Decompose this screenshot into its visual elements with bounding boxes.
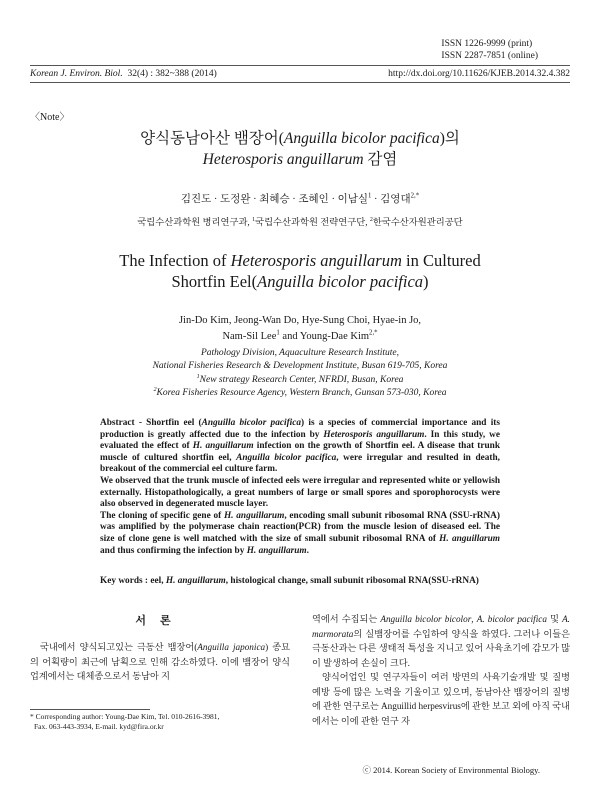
issn-online: ISSN 2287-7851 (online) xyxy=(441,51,538,61)
english-title xyxy=(60,250,540,292)
abs-parasite: H. anguillarum xyxy=(223,510,285,521)
abs-species: Anguilla bicolor pacifica xyxy=(236,452,337,463)
col-text: 국내에서 양식되고있는 극동산 뱀장어( xyxy=(40,642,198,652)
section-title-introduction: 서론 xyxy=(135,615,185,627)
corresponding-author-footnote xyxy=(30,712,300,732)
en-author-sup2: 2,* xyxy=(369,329,378,337)
ko-title-species: Anguilla bicolor pacifica xyxy=(283,130,440,147)
abstract-paragraph-2: We observed that the trunk muscle of infected eels were irregular and represented white or yellowish externally. Histopathologically, a great numbers of large or small spores and sporophorocysts were also observed in degenerated muscle layer. xyxy=(100,475,500,510)
abstract-paragraph-1 xyxy=(100,418,500,476)
korean-title-line2 xyxy=(60,149,540,170)
ko-affil-0: 국립수산과학원 병리연구과, xyxy=(137,218,253,228)
korean-authors xyxy=(60,191,540,206)
english-title-line2 xyxy=(60,271,540,292)
ko-affil-sup2: 2 xyxy=(369,216,373,223)
english-affiliations xyxy=(60,347,540,400)
col-text: 및 xyxy=(546,614,563,624)
col-text: 역에서 수집되는 xyxy=(312,614,381,624)
note-label: 〈Note〉 xyxy=(30,112,70,123)
keywords xyxy=(100,576,500,586)
en-title-post2: ) xyxy=(423,272,429,291)
abs-text: ) is a species of commercial importance and its production is greatly affected due to the infection by xyxy=(100,418,501,440)
en-affil-text3: New strategy Research Center, NFRDI, Busan, Korea xyxy=(199,374,404,385)
footnote-line2: Fax. 063-443-3934, E-mail. kyd@fira.or.kr xyxy=(34,722,164,731)
col-text: , xyxy=(471,614,477,624)
col-text: 의 실뱀장어를 수입하여 양식을 하였다. 그러나 이들은 극동산과는 다른 생태적 특성을 지니고 있어 사육초기에 감모가 많이 발생하여 손실이 크다. xyxy=(312,628,571,668)
ko-title-text: 양식동남아산 뱀장어( xyxy=(140,130,284,147)
abstract xyxy=(100,418,500,557)
korean-title-line1 xyxy=(60,128,540,149)
en-title-species: Anguilla bicolor pacifica xyxy=(257,272,424,291)
ko-authors-main: 김진도 · 도정완 · 최혜승 · 조혜인 · 이남실 xyxy=(180,194,369,205)
ko-title-text-end2: 감염 xyxy=(363,151,398,168)
abs-text: , encoding small subunit ribosomal RNA (SSU-rRNA) was amplified by the polymerase chain reaction(PCR) from the muscle lesion of diseased eel. The size of clone gene is well matched with the size of small subunit ribosomal RNA of xyxy=(100,510,500,544)
col-text: ) 종묘의 어획량이 최근에 남획으로 인해 감소하였다. 이에 뱀장어 양식업계에서는 대체종으로서 동남아 지 xyxy=(30,642,291,681)
ko-author-sup2: 2,* xyxy=(410,192,420,200)
en-affil-line1: Pathology Division, Aquaculture Research Institute, xyxy=(200,348,400,358)
ko-title-parasite: Heterosporis anguillarum xyxy=(202,151,364,168)
intro-paragraph-cont xyxy=(312,612,570,670)
en-author-kim: and Young-Dae Kim xyxy=(279,331,370,342)
copyright: ⓒ 2014. Korean Society of Environmental Biology. xyxy=(362,765,540,775)
abs-text: . xyxy=(306,545,309,556)
en-author-lee: Nam-Sil Lee xyxy=(222,331,277,342)
en-authors-line1: Jin-Do Kim, Jeong-Wan Do, Hye-Sung Choi, Hyae-in Jo, xyxy=(178,315,422,326)
abs-parasite: H. anguillarum xyxy=(246,545,307,556)
en-affil-line4 xyxy=(60,387,540,400)
en-title-post: in Cultured xyxy=(401,251,481,270)
abs-text: infection on the growth of Shortfin eel. A disease that trunk muscle of cultured shortfin eel, xyxy=(100,441,501,463)
abstract-paragraph-3 xyxy=(100,511,500,557)
ko-author-last: · 김영대 xyxy=(371,194,411,205)
running-head xyxy=(30,69,570,79)
header-rule-top xyxy=(30,65,570,66)
abs-text: and thus confirming the infection by xyxy=(100,545,247,556)
intro-paragraph-1 xyxy=(30,640,290,684)
doi-link[interactable]: http://dx.doi.org/10.11626/KJEB.2014.32.4.382 xyxy=(388,69,570,79)
body-column-right xyxy=(312,612,570,728)
abs-species: Anguilla bicolor pacifica xyxy=(201,418,302,428)
body-column-left xyxy=(30,640,290,684)
en-affil-sup2: 2 xyxy=(153,386,157,393)
col-species: A. bicolor pacifica xyxy=(476,614,547,624)
en-title-pre2: Shortfin Eel( xyxy=(171,272,258,291)
abs-text: Abstract - Shortfin eel ( xyxy=(100,418,202,428)
journal-volume: 32(4) : 382~388 (2014) xyxy=(127,69,217,79)
keywords-rest: , histological change, small subunit ribosomal RNA(SSU-rRNA) xyxy=(225,576,479,586)
english-authors xyxy=(60,313,540,345)
en-title-parasite: Heterosporis anguillarum xyxy=(230,251,402,270)
ko-affil-2: 한국수산자원관리공단 xyxy=(372,218,463,228)
abs-parasite: H. anguillarum xyxy=(439,533,501,544)
abs-parasite: Heterosporis anguillarum xyxy=(323,429,425,440)
en-affil-text4: Korea Fisheries Resource Agency, Western Branch, Gunsan 573-030, Korea xyxy=(156,387,447,398)
running-head-journal xyxy=(30,69,217,79)
footnote-rule xyxy=(30,709,150,710)
abs-text: , were irregular and resulted in death, breakout of the commercial eel culture farm. xyxy=(100,452,500,475)
ko-affil-sup1: 1 xyxy=(252,216,256,223)
en-authors-line2 xyxy=(60,329,540,345)
en-affil-line3 xyxy=(60,374,540,387)
keywords-label: Key words : eel, xyxy=(100,576,166,586)
issn-print: ISSN 1226-9999 (print) xyxy=(441,39,533,49)
ko-title-text-end: )의 xyxy=(439,130,460,147)
issn-block xyxy=(441,38,538,62)
en-affil-line2: National Fisheries Research & Development Institute, Busan 619-705, Korea xyxy=(152,361,448,372)
header-rule-bottom xyxy=(30,82,570,83)
abs-text: The cloning of specific gene of xyxy=(100,510,224,521)
en-author-sup1: 1 xyxy=(276,329,280,337)
korean-affiliations xyxy=(60,214,540,228)
ko-affil-1: 국립수산과학원 전략연구단, xyxy=(255,218,370,228)
en-affil-sup1: 1 xyxy=(196,373,200,380)
ko-author-sup1: 1 xyxy=(368,192,372,200)
journal-name: Korean J. Environ. Biol. xyxy=(30,69,123,79)
col-species: Anguilla japonica xyxy=(197,642,266,652)
abs-text: . In this study, we evaluated the effect of xyxy=(100,429,501,452)
keyword-parasite: H. anguillarum xyxy=(165,576,226,586)
en-title-pre: The Infection of xyxy=(119,251,231,270)
footnote-line1: * Corresponding author: Young-Dae Kim, Tel. 010-2616-3981, xyxy=(30,712,220,721)
col-species: A. marmorata xyxy=(312,614,570,639)
col-species: Anguilla bicolor bicolor xyxy=(380,614,472,624)
intro-paragraph-2: 양식어업인 및 연구자들이 여러 방면의 사육기술개발 및 질병 예방 등에 많은 노력을 기울이고 있으며, 동남아산 뱀장어의 질병에 관한 연구로는 Anguillid herpesvirus에 관한 보고 외에 아직 국내에서는 이에 관한 연구 자 xyxy=(312,672,570,726)
abs-parasite: H. anguillarum xyxy=(192,441,254,452)
english-title-line1 xyxy=(60,250,540,271)
korean-title xyxy=(60,128,540,170)
